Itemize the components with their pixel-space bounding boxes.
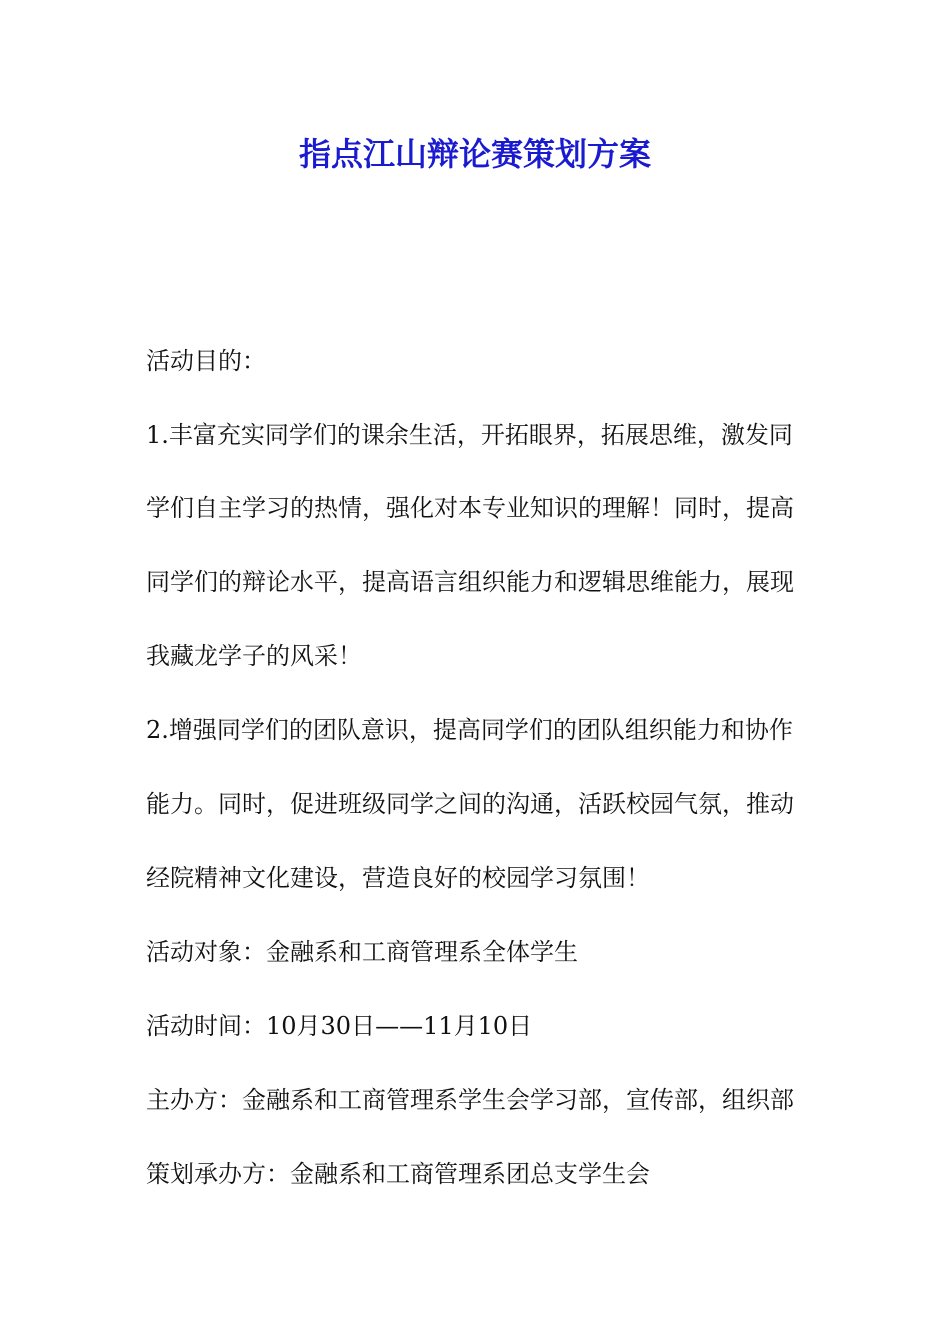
document-title: 指点江山辩论赛策划方案 — [298, 135, 651, 173]
paragraph-line: 经院精神文化建设，营造良好的校园学习氛围！ — [146, 864, 650, 892]
activity-time-line: 活动时间：10月30日——11月10日 — [146, 1012, 533, 1040]
paragraph-line: 学们自主学习的热情，强化对本专业知识的理解！同时，提高 — [146, 494, 794, 522]
paragraph-line: 我藏龙学子的风采！ — [146, 642, 362, 670]
paragraph-line: 2.增强同学们的团队意识，提高同学们的团队组织能力和协作 — [146, 716, 793, 744]
section-heading-purpose: 活动目的： — [146, 347, 266, 375]
planner-line: 策划承办方：金融系和工商管理系团总支学生会 — [146, 1160, 650, 1188]
paragraph-line: 1.丰富充实同学们的课余生活，开拓眼界，拓展思维，激发同 — [146, 421, 793, 449]
paragraph-line: 同学们的辩论水平，提高语言组织能力和逻辑思维能力，展现 — [146, 568, 794, 596]
organizer-line: 主办方：金融系和工商管理系学生会学习部，宣传部，组织部 — [146, 1086, 794, 1114]
paragraph-line: 能力。同时，促进班级同学之间的沟通，活跃校园气氛，推动 — [146, 790, 794, 818]
activity-target-line: 活动对象：金融系和工商管理系全体学生 — [146, 938, 578, 966]
